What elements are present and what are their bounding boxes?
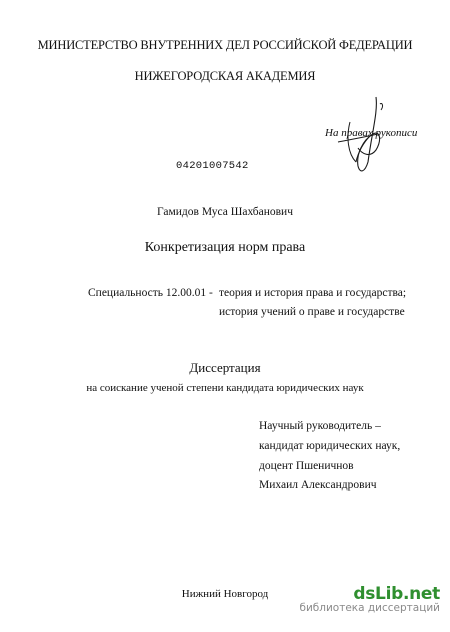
advisor-line-4: Михаил Александрович — [259, 479, 377, 491]
author-name: Гамидов Муса Шахбанович — [157, 206, 293, 218]
ministry-heading: МИНИСТЕРСТВО ВНУТРЕННИХ ДЕЛ РОССИЙСКОЙ ФЕДЕРАЦИИ — [37, 38, 413, 52]
specialty-line-2: история учений о праве и государстве — [219, 306, 405, 318]
city-name: Нижний Новгород — [181, 588, 269, 600]
dissertation-subtitle: на соискание ученой степени кандидата юридических наук — [86, 382, 364, 394]
advisor-line-1: Научный руководитель – — [259, 420, 381, 432]
watermark-subtitle: библиотека диссертаций — [299, 602, 440, 614]
manuscript-rights-note: На правах рукописи — [325, 127, 418, 139]
registration-code: 04201007542 — [176, 160, 249, 172]
dissertation-title: Конкретизация норм права — [144, 240, 306, 255]
specialty-label: Специальность 12.00.01 - — [88, 287, 213, 299]
advisor-line-3: доцент Пшеничнов — [259, 460, 354, 472]
advisor-line-2: кандидат юридических наук, — [259, 440, 401, 452]
dissertation-heading: Диссертация — [189, 360, 261, 375]
specialty-line-1: теория и история права и государства; — [219, 287, 407, 299]
academy-heading: НИЖЕГОРОДСКАЯ АКАДЕМИЯ — [134, 69, 316, 83]
watermark-brand: dsLib.net — [353, 584, 440, 604]
watermark — [299, 584, 440, 614]
